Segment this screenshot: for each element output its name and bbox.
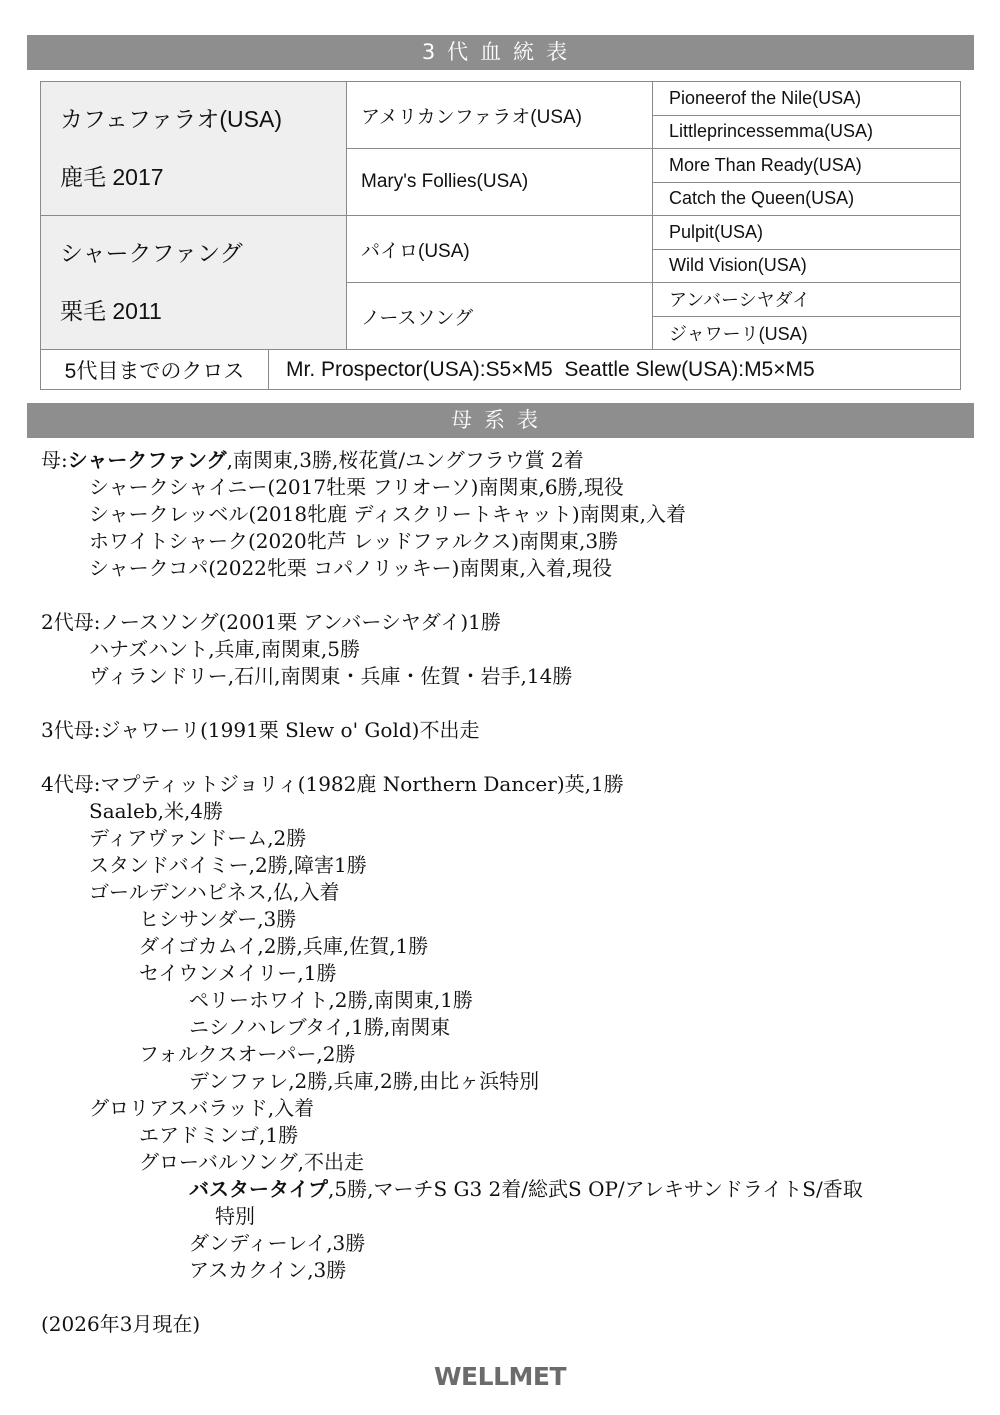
- cross-value: Mr. Prospector(USA):S5×M5 Seattle Slew(USA):M5×M5: [286, 357, 815, 381]
- dam-dam-cell: ノースソング: [347, 283, 653, 350]
- descendant-line: Saaleb,米,4勝: [89, 799, 224, 823]
- foal-line: ハナズハント,兵庫,南関東,5勝: [89, 637, 360, 661]
- sire-sire-cell: アメリカンファラオ(USA): [347, 82, 653, 149]
- highlight-record: ,5勝,マーチS G3 2着/総武S OP/アレキサンドライトS/香取: [328, 1177, 863, 1201]
- descendant-line: ダイゴカムイ,2勝,兵庫,佐賀,1勝: [139, 934, 429, 958]
- sire-name: カフェファラオ(USA): [60, 106, 282, 132]
- as-of-note: (2026年3月現在): [41, 1312, 201, 1336]
- highlight-line: [41, 1176, 971, 1203]
- descendant-line: ペリーホワイト,2勝,南関東,1勝: [189, 988, 473, 1012]
- dam-info: 栗毛 2011: [60, 298, 162, 324]
- g3-cell: アンバーシヤダイ: [653, 283, 960, 317]
- descendant-line: ダンディーレイ,3勝: [189, 1231, 366, 1255]
- foal-line: ホワイトシャーク(2020牝芦 レッドファルクス)南関東,3勝: [89, 529, 619, 553]
- pedigree-header: 3代血統表: [27, 35, 974, 70]
- descendant-line: フォルクスオーパー,2勝: [139, 1042, 356, 1066]
- foal-line: シャークレッベル(2018牝鹿 ディスクリートキャット)南関東,入着: [89, 502, 687, 526]
- descendant-line: ヒシサンダー,3勝: [139, 907, 297, 931]
- descendant-line: ディアヴァンドーム,2勝: [89, 826, 307, 850]
- descendant-line: デンファレ,2勝,兵庫,2勝,由比ヶ浜特別: [189, 1069, 540, 1093]
- foal-line: シャークコパ(2022牝栗 コパノリッキー)南関東,入着,現役: [89, 556, 613, 580]
- sire-dam-cell: Mary's Follies(USA): [347, 149, 653, 216]
- g3-cell: More Than Ready(USA): [653, 149, 960, 183]
- dam-cell: [41, 216, 347, 350]
- g3-cell: Pulpit(USA): [653, 216, 960, 250]
- g3-cell: Littleprincessemma(USA): [653, 116, 960, 150]
- highlight-name: バスタータイプ: [189, 1177, 328, 1201]
- wellmet-logo: WELLMET: [433, 1362, 567, 1391]
- cross-label: 5代目までのクロス: [41, 350, 269, 389]
- g3-cell: Pioneerof the Nile(USA): [653, 82, 960, 116]
- dam-name: シャークファング: [60, 240, 243, 266]
- foal-line: シャークシャイニー(2017牡栗 フリオーソ)南関東,6勝,現役: [89, 475, 624, 499]
- third-dam-line: 3代母:ジャワーリ(1991栗 Slew o' Gold)不出走: [41, 718, 480, 742]
- dam-name: シャークファング: [67, 448, 227, 472]
- g3-cell: ジャワーリ(USA): [653, 317, 960, 351]
- family-table: [41, 447, 971, 1338]
- g3-cell: Wild Vision(USA): [653, 250, 960, 284]
- family-header: 母系表: [27, 403, 974, 438]
- g3-cell: Catch the Queen(USA): [653, 183, 960, 217]
- descendant-line: アスカクイン,3勝: [189, 1258, 347, 1282]
- descendant-line: エアドミンゴ,1勝: [139, 1123, 299, 1147]
- second-dam-line: 2代母:ノースソング(2001栗 アンバーシヤダイ)1勝: [41, 610, 501, 634]
- foal-line: ヴィランドリー,石川,南関東・兵庫・佐賀・岩手,14勝: [89, 664, 573, 688]
- cross-row: [41, 350, 960, 389]
- fourth-dam-line: 4代母:マプティットジョリィ(1982鹿 Northern Dancer)英,1勝: [41, 772, 624, 796]
- descendant-line: グローバルソング,不出走: [139, 1150, 364, 1174]
- dam-sire-cell: パイロ(USA): [347, 216, 653, 283]
- highlight-record-cont: 特別: [215, 1204, 255, 1228]
- descendant-line: ゴールデンハピネス,仏,入着: [89, 880, 340, 904]
- descendant-line: ニシノハレブタイ,1勝,南関東: [189, 1015, 451, 1039]
- descendant-line: グロリアスバラッド,入着: [89, 1096, 315, 1120]
- sire-info: 鹿毛 2017: [60, 164, 164, 190]
- descendant-line: セイウンメイリー,1勝: [139, 961, 337, 985]
- sire-cell: [41, 82, 347, 216]
- descendant-line: スタンドバイミー,2勝,障害1勝: [89, 853, 367, 877]
- dam-line: [41, 447, 971, 474]
- pedigree-table: [40, 81, 961, 390]
- dam-prefix: 母:: [41, 448, 68, 472]
- dam-record: ,南関東,3勝,桜花賞/ユングフラウ賞 2着: [226, 448, 584, 472]
